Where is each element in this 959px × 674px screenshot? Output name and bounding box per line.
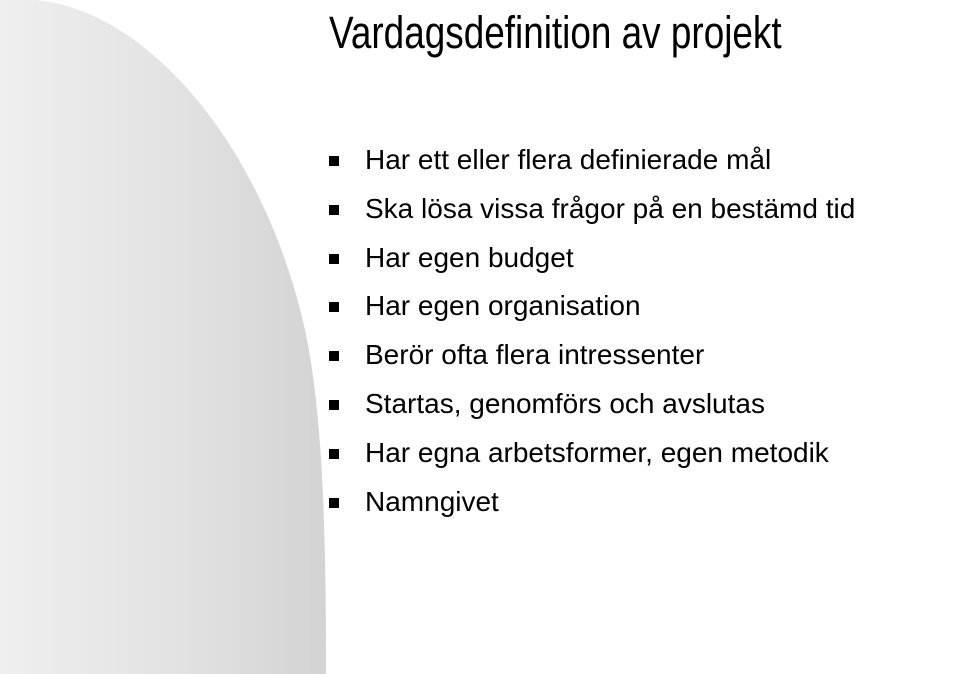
list-item: [325, 331, 855, 380]
list-item: [325, 234, 855, 283]
list-item: [325, 136, 855, 185]
list-item: [325, 429, 855, 478]
list-item: [325, 185, 855, 234]
list-item: [325, 478, 855, 527]
bullet-text: Startas, genomförs och avslutas: [365, 387, 765, 419]
square-bullet-icon: [329, 302, 339, 312]
bullet-text: Har egen budget: [365, 241, 574, 273]
square-bullet-icon: [329, 498, 339, 508]
square-bullet-icon: [329, 156, 339, 166]
bullet-text: Har ett eller flera definierade mål: [365, 144, 772, 175]
square-bullet-icon: [329, 400, 339, 410]
square-bullet-icon: [329, 449, 339, 459]
slide-title: Vardagsdefinition av projekt: [329, 7, 782, 58]
bullet-text: Namngivet: [365, 485, 499, 517]
bullet-text: Ska lösa vissa frågor på en bestämd tid: [365, 192, 856, 224]
square-bullet-icon: [329, 205, 339, 215]
bullet-text: Berör ofta flera intressenter: [365, 339, 705, 371]
list-item: [325, 282, 855, 331]
bullet-list: [325, 136, 855, 526]
list-item: [325, 380, 855, 429]
square-bullet-icon: [329, 351, 339, 361]
square-bullet-icon: [329, 254, 339, 264]
bullet-text: Har egna arbetsformer, egen metodik: [365, 436, 829, 468]
bullet-text: Har egen organisation: [365, 290, 641, 322]
